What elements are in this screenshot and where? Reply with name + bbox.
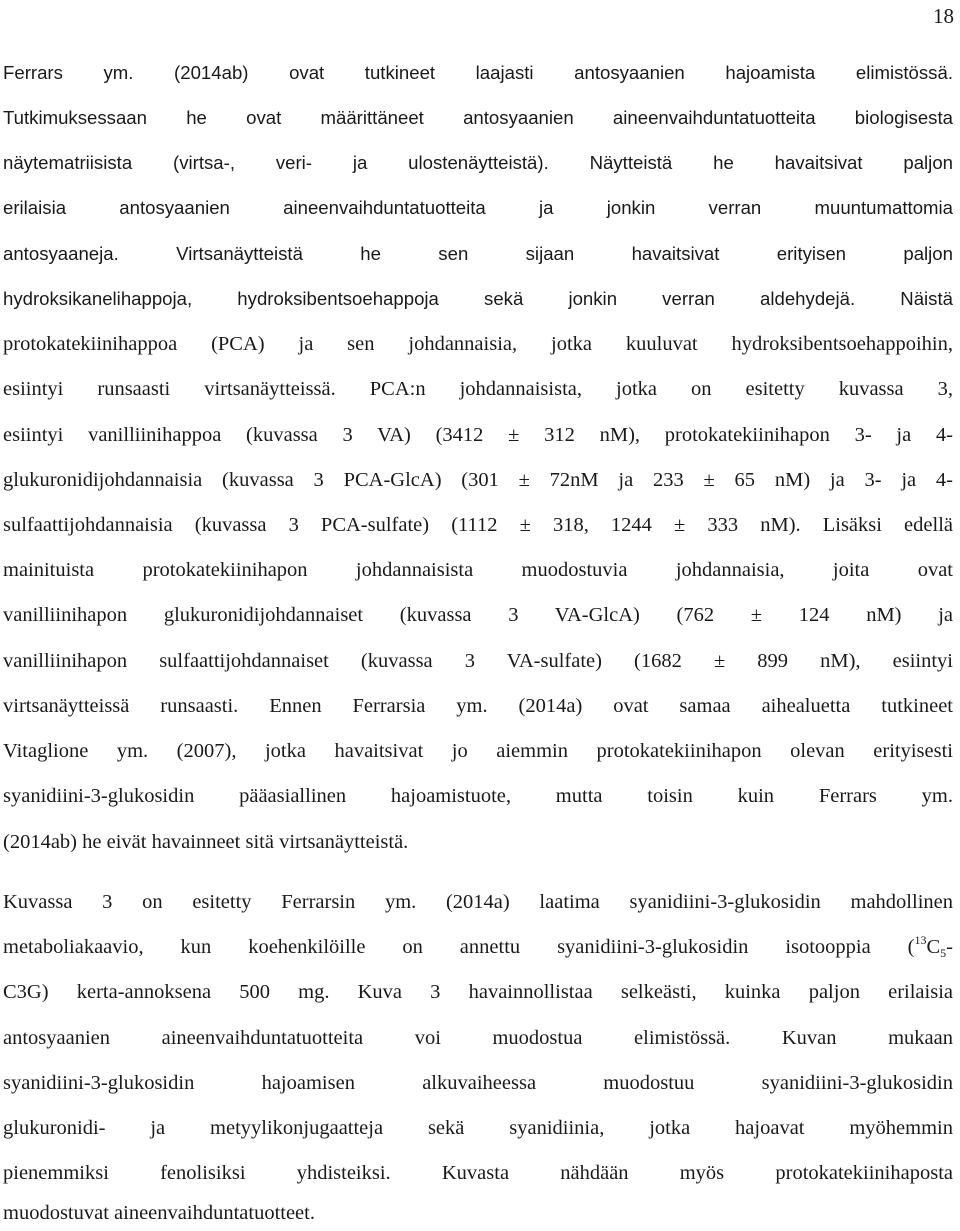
text-line: Kuvassa 3 on esitetty Ferrarsin ym. (2014a) laatima syanidiini-3-glukosidin mahdollinen [3,891,953,913]
text-line: antosyaanien aineenvaihduntatuotteita voi muodostua elimistössä. Kuvan mukaan [3,1027,953,1049]
text-line: pienemmiksi fenolisiksi yhdisteiksi. Kuvasta nähdään myös protokatekiinihaposta [3,1162,953,1184]
text-line: glukuronidijohdannaisia (kuvassa 3 PCA-GlcA) (301 ± 72nM ja 233 ± 65 nM) ja 3- ja 4- [3,469,953,491]
text-line: antosyaaneja. Virtsanäytteistä he sen sijaan havaitsivat erityisen paljon [3,243,953,264]
text-line: Ferrars ym. (2014ab) ovat tutkineet laajasti antosyaanien hajoamista elimistössä. [3,62,953,83]
text-line: syanidiini-3-glukosidin hajoamisen alkuvaiheessa muodostuu syanidiini-3-glukosidin [3,1072,953,1094]
isotope-mass-number: 13 [914,933,927,947]
text-line: glukuronidi- ja metyylikonjugaatteja sekä syanidiinia, jotka hajoavat myöhemmin [3,1117,953,1139]
text-line: syanidiini-3-glukosidin pääasiallinen hajoamistuote, mutta toisin kuin Ferrars ym. [3,785,953,807]
text-line: virtsanäytteissä runsaasti. Ennen Ferrarsia ym. (2014a) ovat samaa aihealuetta tutkineet [3,695,953,717]
page-number: 18 [933,4,954,28]
isotope-element: C [926,936,941,958]
isotope-count: 5 [940,946,947,960]
text-line: vanilliinihapon sulfaattijohdannaiset (kuvassa 3 VA-sulfate) (1682 ± 899 nM), esiintyi [3,650,953,672]
text-line: näytematriisista (virtsa-, veri- ja ulostenäytteistä). Näytteistä he havaitsivat paljon [3,152,953,173]
text-line-content: metaboliakaavio, kun koehenkilöille on annettu syanidiini-3-glukosidin isotooppia ( [3,936,915,958]
text-line: protokatekiinihappoa (PCA) ja sen johdannaisia, jotka kuuluvat hydroksibentsoehappoihin, [3,333,953,355]
text-line: C3G) kerta-annoksena 500 mg. Kuva 3 havainnollistaa selkeästi, kuinka paljon erilaisia [3,981,953,1003]
text-line: esiintyi vanilliinihappoa (kuvassa 3 VA) (3412 ± 312 nM), protokatekiinihapon 3- ja 4- [3,424,953,446]
isotope-trailing: - [946,936,953,958]
text-line: sulfaattijohdannaisia (kuvassa 3 PCA-sulfate) (1112 ± 318, 1244 ± 333 nM). Lisäksi edellä [3,514,953,536]
text-line: vanilliinihapon glukuronidijohdannaiset (kuvassa 3 VA-GlcA) (762 ± 124 nM) ja [3,604,953,626]
text-line: mainituista protokatekiinihapon johdannaisista muodostuvia johdannaisia, joita ovat [3,559,953,581]
text-line: erilaisia antosyaanien aineenvaihduntatuotteita ja jonkin verran muuntumattomia [3,197,953,218]
text-line: hydroksikanelihappoja, hydroksibentsoehappoja sekä jonkin verran aldehydejä. Näistä [3,288,953,309]
text-line: (2014ab) he eivät havainneet sitä virtsanäytteistä. [3,831,409,853]
text-line: esiintyi runsaasti virtsanäytteissä. PCA:n johdannaisista, jotka on esitetty kuvassa 3, [3,378,953,400]
text-line: muodostuvat aineenvaihduntatuotteet. [3,1202,315,1224]
text-line-with-isotope [3,932,953,962]
text-line: Vitaglione ym. (2007), jotka havaitsivat jo aiemmin protokatekiinihapon olevan erityisesti [3,740,953,762]
text-line: Tutkimuksessaan he ovat määrittäneet antosyaanien aineenvaihduntatuotteita biologisesta [3,107,953,128]
